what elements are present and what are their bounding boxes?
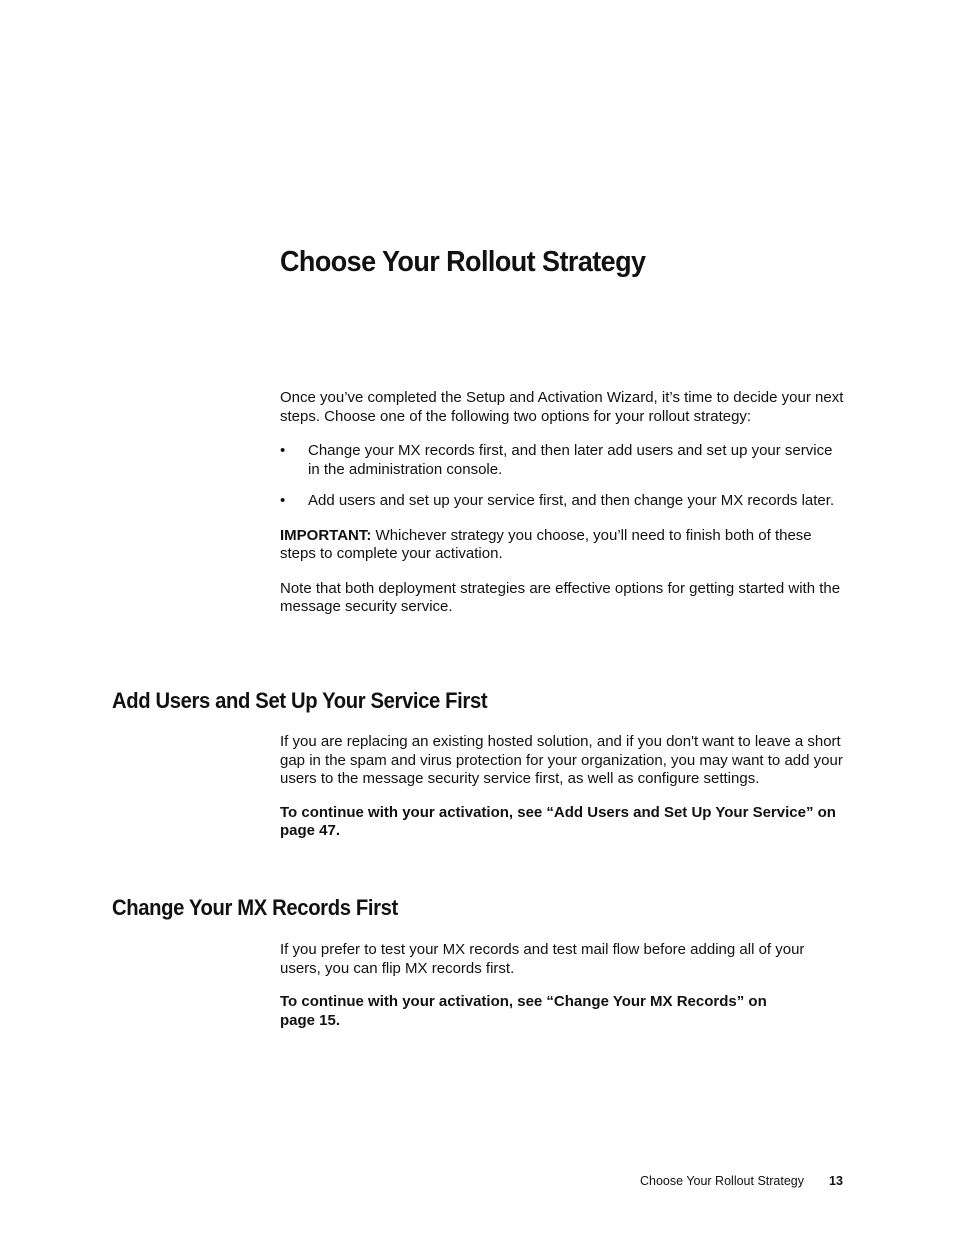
bullet-icon: • <box>280 492 286 509</box>
section-body: If you prefer to test your MX records and test mail flow before adding all of your users, you can flip MX records first. <box>280 941 805 977</box>
mx-records-section <box>280 941 845 1030</box>
page-title: Choose Your Rollout Strategy <box>280 246 646 278</box>
list-item <box>280 442 845 479</box>
bullet-text: Change your MX records first, and then later add users and set up your service in the administration console. <box>308 442 833 478</box>
section-heading-mx-records: Change Your MX Records First <box>112 895 398 920</box>
continue-reference: To continue with your activation, see “Add Users and Set Up Your Service” on page 47. <box>280 803 836 839</box>
add-users-section <box>280 733 845 841</box>
footer-chapter-label: Choose Your Rollout Strategy <box>640 1174 804 1188</box>
footer-page-number: 13 <box>829 1174 843 1188</box>
deployment-note: Note that both deployment strategies are effective options for getting started with the message security service. <box>280 579 841 615</box>
intro-section <box>280 389 845 617</box>
important-note <box>280 527 845 564</box>
continue-reference: To continue with your activation, see “Change Your MX Records” on page 15. <box>280 993 767 1029</box>
bullet-text: Add users and set up your service first, and then change your MX records later. <box>308 492 835 509</box>
important-text: Whichever strategy you choose, you’ll need to finish both of these steps to complete your activation. <box>280 526 812 562</box>
section-heading-add-users: Add Users and Set Up Your Service First <box>112 688 488 713</box>
intro-paragraph: Once you’ve completed the Setup and Activation Wizard, it’s time to decide your next steps. Choose one of the following two options for your rollout strategy: <box>280 389 844 425</box>
bullet-icon: • <box>280 442 286 459</box>
section-body: If you are replacing an existing hosted solution, and if you don't want to leave a short gap in the spam and virus protection for your organization, you may want to add your users to the message security service first, as well as configure settings. <box>280 733 843 787</box>
important-label: IMPORTANT: <box>280 526 372 544</box>
list-item <box>280 492 845 511</box>
